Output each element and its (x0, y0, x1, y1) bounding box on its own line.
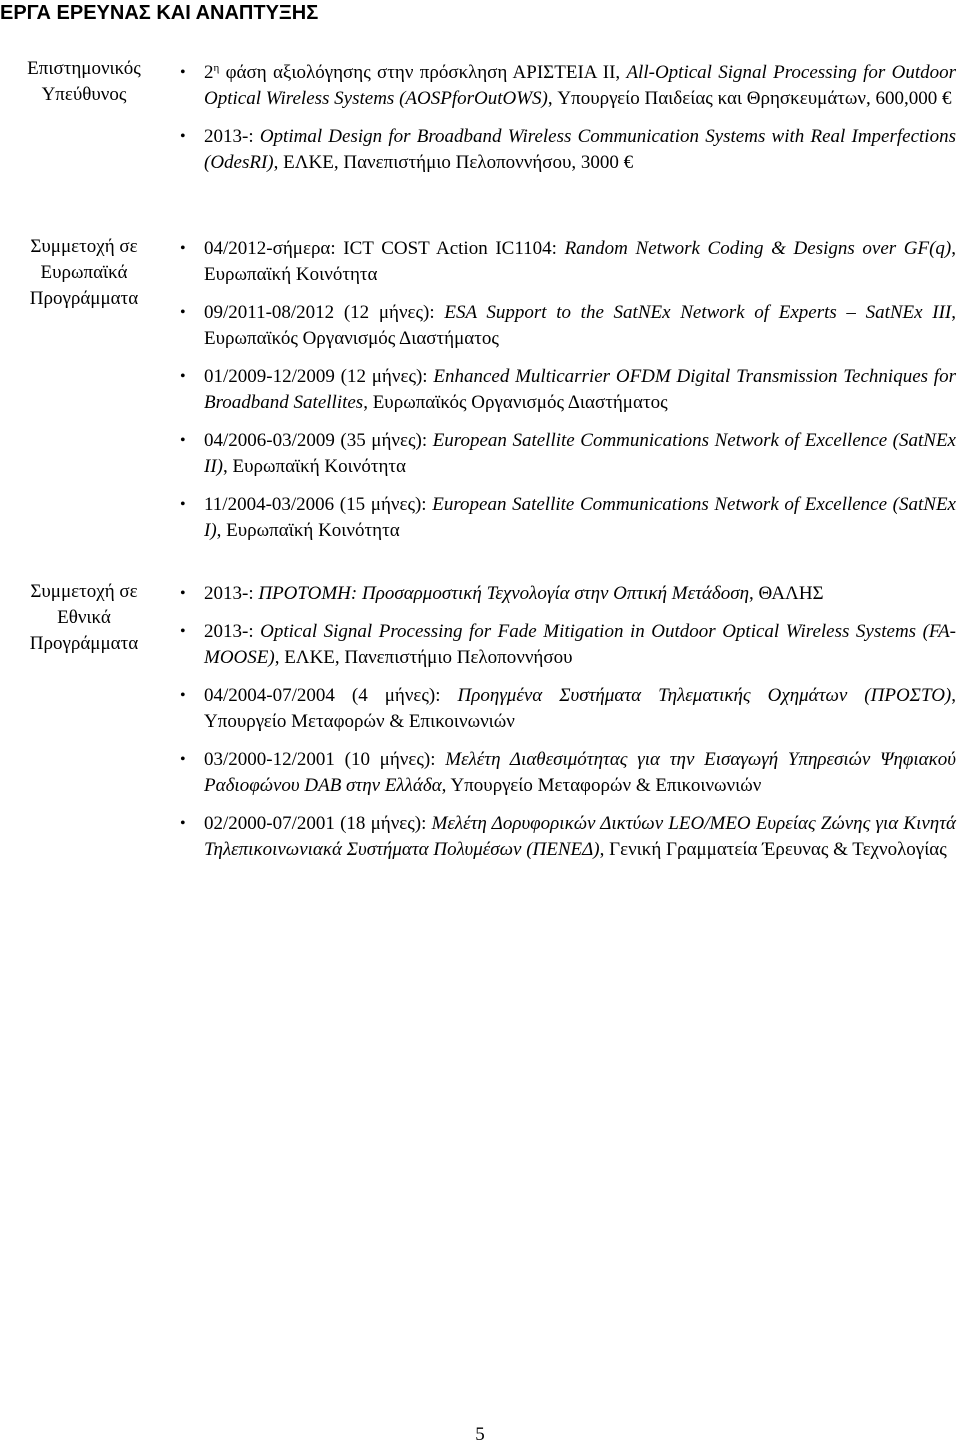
project-item (178, 236, 956, 288)
project-list (178, 581, 956, 875)
bullet-icon: • (180, 623, 186, 640)
project-rest: , Ευρωπαϊκή Κοινότητα (204, 238, 957, 285)
project-rest: , ΘΑΛΗΣ (749, 583, 824, 604)
bullet-icon: • (180, 687, 186, 704)
project-rest: , Ευρωπαϊκή Κοινότητα (222, 456, 406, 477)
section-label-line: Προγράμματα (29, 633, 139, 654)
project-list (178, 60, 956, 188)
project-lead: 09/2011-08/2012 (12 μήνες): (204, 302, 445, 323)
project-title: European Satellite Communications Network of Excellence (SatNEx I) (204, 494, 956, 541)
project-item (178, 60, 956, 112)
project-lead: 2013-: (204, 583, 259, 604)
bullet-icon: • (180, 432, 186, 449)
bullet-icon: • (180, 751, 186, 768)
bullet-icon: • (180, 368, 186, 385)
page-number: 5 (475, 1424, 485, 1445)
project-title: Optical Signal Processing for Fade Mitigation in Outdoor Optical Wireless Systems (FA-MOOSE) (204, 621, 957, 668)
project-item (178, 619, 956, 671)
section-label-line: Συμμετοχή σε (30, 236, 138, 257)
project-lead: 04/2012-σήμερα: ICT COST Action IC1104: (204, 238, 565, 259)
project-lead: 03/2000-12/2001 (10 μήνες): (204, 749, 446, 770)
project-item (178, 124, 956, 176)
bullet-icon: • (180, 304, 186, 321)
project-item (178, 747, 956, 799)
project-title: All-Optical Signal Processing for Outdoor Optical Wireless Systems (AOSPforOutOWS) (204, 62, 956, 109)
project-rest: , Υπουργείο Παιδείας και Θρησκευμάτων, 600,000 € (547, 88, 952, 109)
project-lead: 01/2009-12/2009 (12 μήνες): (204, 366, 434, 387)
section-label (0, 234, 168, 312)
project-title: Random Network Coding & Designs over GF(q) (564, 238, 952, 259)
project-lead: 04/2004-07/2004 (4 μήνες): (204, 685, 458, 706)
project-item (178, 683, 956, 735)
project-rest: , Ευρωπαϊκή Κοινότητα (216, 520, 400, 541)
project-lead: 11/2004-03/2006 (15 μήνες): (204, 494, 433, 515)
project-item (178, 364, 956, 416)
project-lead: 2013-: (204, 126, 260, 147)
project-rest: , Γενική Γραμματεία Έρευνας & Τεχνολογίας (599, 839, 947, 860)
page-heading: ΕΡΓΑ ΕΡΕΥΝΑΣ ΚΑΙ ΑΝΑΠΤΥΞΗΣ (0, 2, 319, 24)
section-label-line: Επιστημονικός (27, 58, 141, 79)
project-prefix: 2 (204, 62, 214, 83)
section-label-line: Υπεύθυνος (41, 84, 127, 105)
project-title: Μελέτη Δορυφορικών Δικτύων LEO/MEO Ευρείας Ζώνης για Κινητά Τηλεπικοινωνιακά Συστήματα Πολυμέσων (ΠΕΝΕΔ) (204, 813, 956, 860)
project-rest: , ΕΛΚΕ, Πανεπιστήμιο Πελοποννήσου (274, 647, 573, 668)
section-label-line: Εθνικά (57, 607, 111, 628)
section-label-line: Ευρωπαϊκά (40, 262, 128, 283)
project-superscript: η (213, 62, 220, 74)
project-item (178, 581, 956, 607)
project-title: ΠΡΟΤΟΜΗ: Προσαρμοστική Τεχνολογία στην Οπτική Μετάδοση (258, 583, 750, 604)
bullet-icon: • (180, 64, 186, 81)
bullet-icon: • (180, 496, 186, 513)
project-item (178, 428, 956, 480)
project-lead: 2013-: (204, 621, 261, 642)
project-title: ESA Support to the SatNEx Network of Experts – SatNEx III (444, 302, 952, 323)
project-title: European Satellite Communications Network of Excellence (SatNEx II) (204, 430, 956, 477)
section-label-line: Προγράμματα (29, 288, 139, 309)
project-lead: 04/2006-03/2009 (35 μήνες): (204, 430, 433, 451)
project-title: Enhanced Multicarrier OFDM Digital Transmission Techniques for Broadband Satellites (204, 366, 956, 413)
project-list (178, 236, 956, 556)
project-title: Optimal Design for Broadband Wireless Communication Systems with Real Imperfections (OdesRI) (204, 126, 956, 173)
section-label (0, 579, 168, 657)
section-label-line: Συμμετοχή σε (30, 581, 138, 602)
project-item (178, 492, 956, 544)
bullet-icon: • (180, 240, 186, 257)
project-rest: , ΕΛΚΕ, Πανεπιστήμιο Πελοποννήσου, 3000 € (273, 152, 634, 173)
project-lead: φάση αξιολόγησης στην πρόσκληση ΑΡΙΣΤΕΙΑ ΙΙ, (219, 62, 627, 83)
project-rest: , Ευρωπαϊκός Οργανισμός Διαστήματος (204, 302, 956, 349)
bullet-icon: • (180, 815, 186, 832)
section-label (0, 56, 168, 108)
project-rest: , Υπουργείο Μεταφορών & Επικοινωνιών (204, 685, 956, 732)
project-lead: 02/2000-07/2001 (18 μήνες): (204, 813, 432, 834)
project-rest: , Υπουργείο Μεταφορών & Επικοινωνιών (441, 775, 762, 796)
project-rest: , Ευρωπαϊκός Οργανισμός Διαστήματος (363, 392, 668, 413)
bullet-icon: • (180, 128, 186, 145)
project-title: Μελέτη Διαθεσιμότητας για την Εισαγωγή Υπηρεσιών Ψηφιακού Ραδιοφώνου DAB στην Ελλάδα (204, 749, 956, 796)
project-item (178, 300, 956, 352)
project-title: Προηγμένα Συστήματα Τηλεματικής Οχημάτων (ΠΡΟΣΤΟ) (457, 685, 952, 706)
project-item (178, 811, 956, 863)
bullet-icon: • (180, 585, 186, 602)
